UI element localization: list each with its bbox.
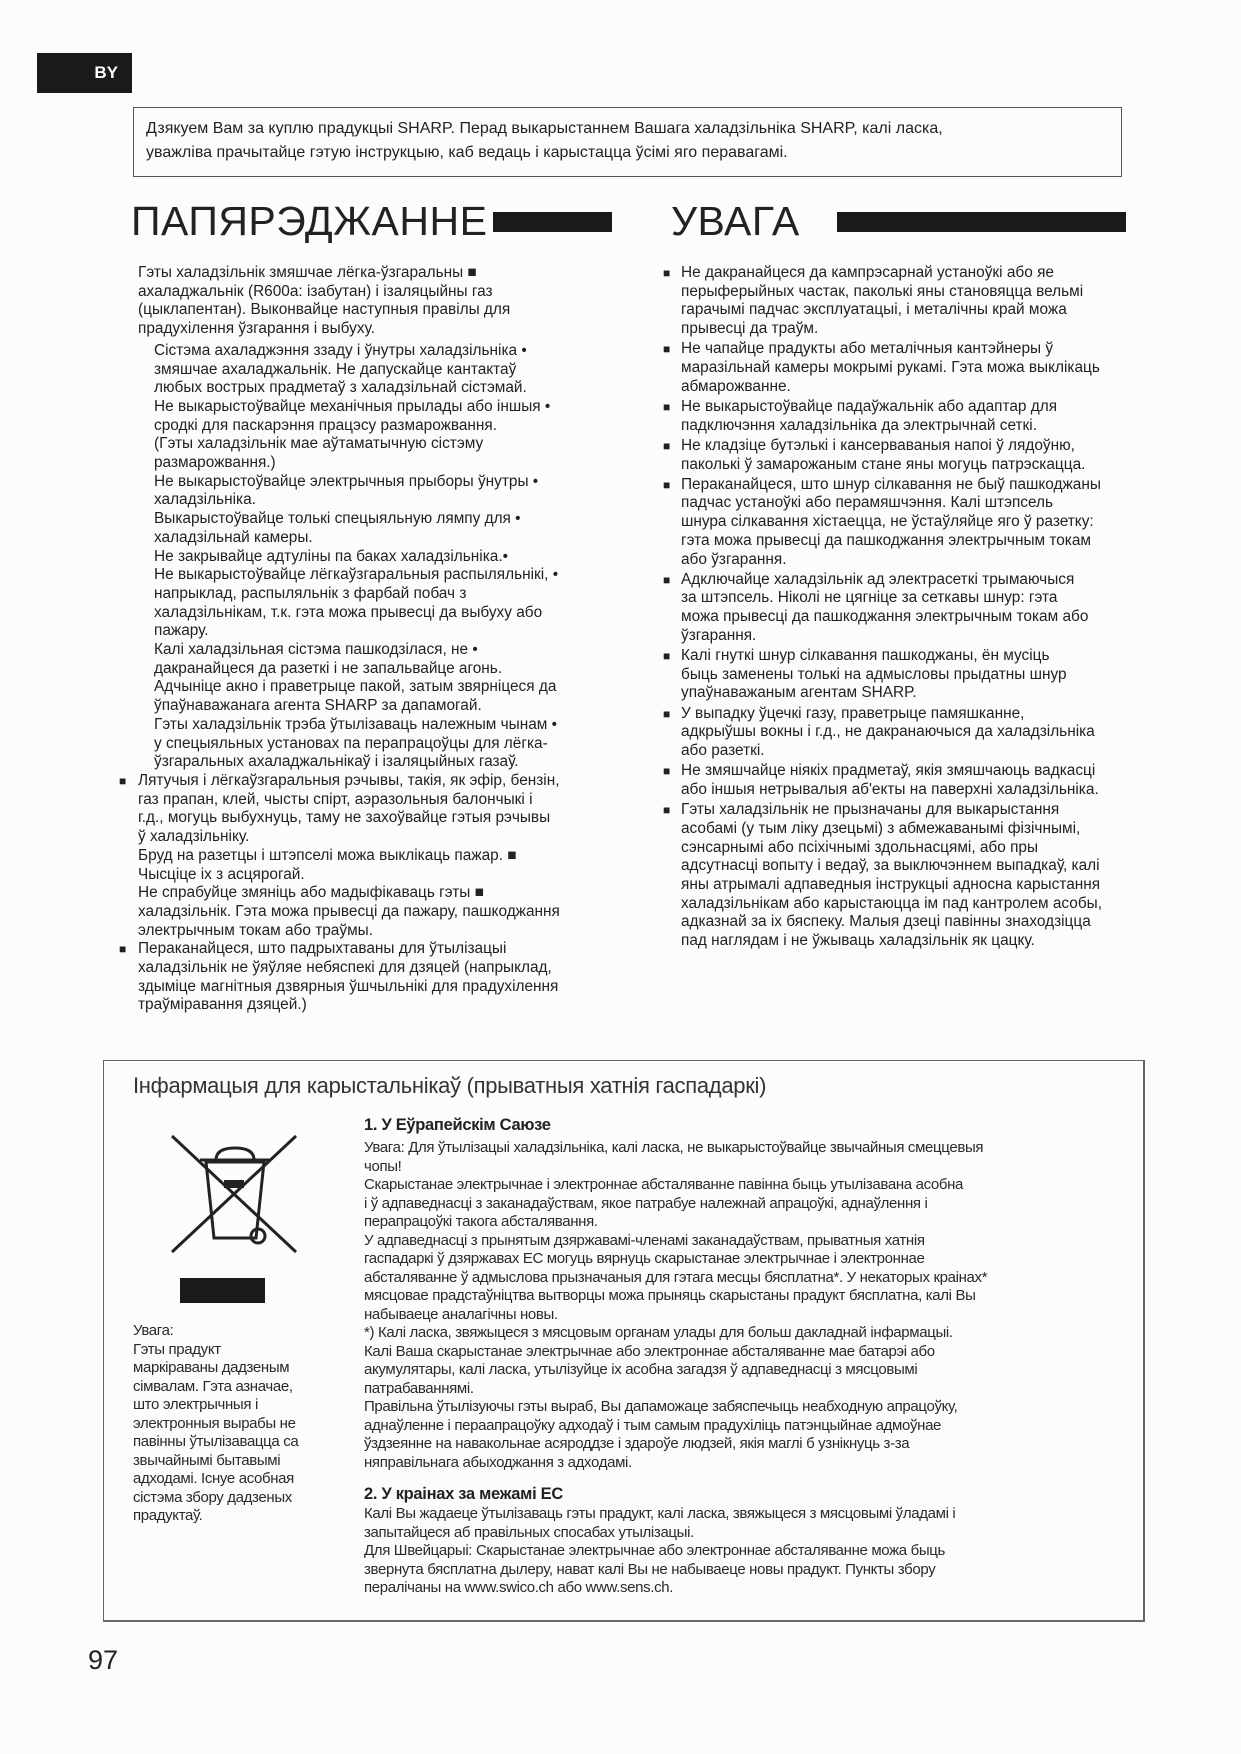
text-line: дакранайцеся да разеткі і не запальвайце агонь.: [154, 659, 503, 677]
square-bullet-icon: ■: [663, 764, 671, 779]
section-non-eu-text: [364, 1505, 1134, 1598]
text-line: або ўзгарання.: [681, 550, 787, 568]
warning-heading: ПАПЯРЭДЖАННЕ: [131, 198, 488, 244]
text-line: мясцовае прадстаўніцтва вытворцы можа прыняць скарыстаны прадукт бясплатна, калі Вы: [364, 1287, 976, 1304]
warning-column: [119, 264, 638, 1015]
text-line: асобамі (у тым ліку дзецьмі) з абмежаванымі фізічнымі,: [681, 819, 1081, 837]
square-bullet-icon: ■: [663, 477, 671, 492]
text-line: Скарыстанае электрычнае і электроннае абсталяванне павінна быць утылізавана асобна: [364, 1176, 964, 1193]
text-line: сімвалам. Гэта азначае,: [133, 1377, 293, 1395]
text-line: халадзільнік не ўяўляе небяспекі для дзяцей (напрыклад,: [138, 959, 552, 977]
heading-bar: [837, 212, 1126, 232]
text-line: ахаладжальнік (R600a: ізабутан) і ізаляцыйны газ: [138, 282, 493, 300]
text-line: Адчыніце акно і праветрыце пакой, затым звярніцеся да: [154, 678, 557, 696]
square-bullet-icon: ■: [663, 572, 671, 587]
text-line: адсутнасці вопыту і ведаў, за выключэннем выпадкаў, калі: [681, 857, 1100, 875]
intro-line: Дзякуем Вам за куплю прадукцыі SHARP. Перад выкарыстаннем Вашага халадзільніка SHARP, калі ласка,: [146, 120, 943, 137]
text-line: халадзільніка.: [154, 491, 256, 509]
text-line: Адключайце халадзільнік ад электрасеткі трымаючыся: [681, 570, 1075, 588]
text-line: пад наглядам і не ўжываць халадзільнік як цацку.: [681, 932, 1035, 950]
text-line: адкрыўшы вокны і г.д., не дакранаючыся да халадзільніка: [681, 723, 1095, 741]
text-line: Пераканайцеся, што шнур сілкавання не быў пашкоджаны: [681, 475, 1101, 493]
text-line: змяшчае ахаладжальнік. Не дапускайце кантактаў: [154, 360, 517, 378]
text-line: прывесці да траўм.: [681, 320, 819, 338]
marking-bar: [180, 1278, 265, 1303]
caution-bullet-item: [663, 571, 1183, 646]
text-line: быць заменены толькі на адмысловы прыдатны шнур: [681, 665, 1067, 683]
section-eu-text: [364, 1139, 1134, 1472]
square-bullet-icon: ■: [119, 773, 127, 788]
intro-box: [133, 107, 1122, 177]
caution-bullet-item: [663, 801, 1183, 951]
text-line: маркіраваны дадзеным: [133, 1359, 290, 1376]
warning-intro: [138, 264, 638, 339]
caution-bullet-item: [663, 762, 1183, 799]
text-line: патрабаваннямі.: [364, 1379, 474, 1397]
text-line: прадухілення ўзгарання і выбуху.: [138, 320, 375, 338]
text-line: Гэты прадукт: [133, 1340, 221, 1358]
section-non-eu-heading: 2. У краінах за межамі ЕС: [364, 1485, 563, 1503]
text-line: Калі гнуткі шнур сілкавання пашкоджаны, ён мусіць: [681, 647, 1050, 665]
text-line: Гэты халадзільнік трэба ўтылізаваць належным чынам •: [154, 715, 558, 733]
text-line: Правільна ўтылізуючы гэты выраб, Вы дапаможаце забяспечыць неабходную апрацоўку,: [364, 1398, 958, 1415]
text-line: абсталяванне ў адмыслова прызначаныя для гэтага месцы бясплатна*. У некаторых краінах*: [364, 1268, 988, 1286]
text-line: або разеткі.: [681, 742, 765, 760]
text-line: шнура сілкавання хістаецца, не ўстаўляйце яго ў разетку:: [681, 513, 1094, 531]
text-line: адходамі. Існуе асобная: [133, 1470, 294, 1487]
square-bullet-icon: ■: [663, 266, 671, 280]
text-line: яны атрымалі адпаведныя інструкцыі адносна карыстання: [681, 876, 1101, 893]
crossed-out-wheelie-bin-icon: [166, 1132, 302, 1256]
text-line: у спецыяльных установах па перапрацоўцы для лёгка-: [154, 734, 548, 752]
text-line: халадзільнік. Гэта можа прывесці да пажару, пашкоджання: [138, 902, 560, 920]
caution-bullet-item: [663, 647, 1183, 703]
text-line: Не кладзіце бутэлькі і кансерваваныя напоі ў лядоўню,: [681, 436, 1075, 454]
warning-sub-list: [138, 342, 638, 772]
text-line: прадуктаў.: [133, 1507, 203, 1524]
text-line: сродкі для паскарэння працэсу размарожвання.: [154, 416, 498, 434]
info-box-content: [364, 1114, 1134, 1598]
text-line: няправільнага абыходжання з адходамі.: [364, 1453, 632, 1471]
caution-heading: УВАГА: [671, 198, 800, 244]
text-line: Не выкарыстоўвайце механічныя прылады або іншыя •: [154, 397, 551, 415]
text-line: аднаўленне і пераапрацоўку адходаў і тым самым прадухіліць патэнцыйнае адмоўнае: [364, 1416, 942, 1434]
text-line: Не чапайце прадукты або металічныя кантэйнеры ў: [681, 340, 1054, 358]
square-bullet-icon: ■: [663, 649, 671, 664]
square-bullet-icon: ■: [663, 399, 671, 414]
text-line: Не выкарыстоўвайце электрычныя прыборы ўнутры •: [154, 472, 539, 490]
warning-bullet-list: [119, 771, 638, 1015]
text-line: Увага: Для ўтылізацыі халадзільніка, калі ласка, не выкарыстоўвайце звычайныя смеццевыя: [364, 1139, 984, 1156]
text-line: Не змяшчайце ніякіх прадметаў, якія змяшчаюць вадкасці: [681, 762, 1096, 780]
text-line: перапрацоўкі такога абсталявання.: [364, 1213, 598, 1230]
text-line: электрычным токам або траўмы.: [138, 921, 373, 939]
text-line: гэта можа прывесці да пашкоджання электрычным токам: [681, 531, 1092, 549]
text-line: Не спрабуйце змяніць або мадыфікаваць гэты ■: [138, 884, 484, 902]
text-line: Сістэма ахаладжэння ззаду і ўнутры халадзільніка •: [154, 341, 527, 359]
text-line: Гэты халадзільнік змяшчае лёгка-ўзгаральны ■: [138, 264, 477, 281]
square-bullet-icon: ■: [663, 342, 671, 357]
text-line: паколькі ў замарожаным стане яны могуць патрэскацца.: [681, 455, 1086, 473]
text-line: Чысціце іх з асцярогай.: [138, 865, 305, 883]
text-line: можа прывесці да пашкоджання электрычным токам або: [681, 608, 1089, 626]
intro-line: уважліва прачытайце гэтую інструкцыю, каб ведаць і карыстацца ўсімі яго перавагамі.: [146, 144, 788, 161]
text-line: звернута бясплатна дылеру, нават калі Вы не набываеце новы прадукт. Пункты збору: [364, 1560, 936, 1578]
square-bullet-icon: ■: [663, 803, 671, 818]
text-line: халадзільнікам, т.к. гэта можа прывесці да выбуху або: [154, 603, 543, 621]
text-line: упаўнаважаным агентам SHARP.: [681, 684, 917, 702]
text-line: акумулятары, калі ласка, утылізуйце іх асобна загадзя ў адпаведнасці з мясцовымі: [364, 1361, 918, 1378]
caution-bullet-item: [663, 437, 1183, 474]
text-line: Не выкарыстоўвайце лёгкаўзгаральныя распыляльнікі, •: [154, 566, 559, 584]
text-line: перыферыйных частак, паколькі яны становяцца вельмі: [681, 282, 1084, 300]
square-bullet-icon: ■: [663, 438, 671, 453]
text-line: маразільнай камеры мокрымі рукамі. Гэта можа выклікаць: [681, 359, 1100, 377]
caution-bullet-item: [663, 340, 1183, 396]
text-line: (Гэты халадзільнік мае аўтаматычную сістэму: [154, 435, 484, 453]
text-line: газ прапан, клей, чысты спірт, аэразольныя балончыкі і: [138, 790, 533, 808]
text-line: пералічаны на www.swico.ch або www.sens.ch.: [364, 1579, 674, 1596]
text-line: сістэма збору дадзеных: [133, 1488, 292, 1506]
text-line: Не дакранайцеся да кампрэсарнай устаноўкі або яе: [681, 264, 1054, 281]
text-line: Гэты халадзільнік не прызначаны для выкарыстання: [681, 801, 1060, 819]
text-line: г.д., могуць выбухнуць, таму не захоўвайце гэтыя рэчывы: [138, 809, 551, 827]
text-line: Бруд на разетцы і штэпселі можа выклікаць пажар. ■: [138, 846, 517, 864]
text-line: Калі Вы жадаеце ўтылізаваць гэты прадукт, калі ласка, звяжыцеся з мясцовымі ўладамі і: [364, 1505, 956, 1522]
section-eu-heading: 1. У Еўрапейскім Саюзе: [364, 1116, 551, 1134]
text-line: У выпадку ўцечкі газу, праветрыце памяшканне,: [681, 704, 1025, 722]
square-bullet-icon: ■: [663, 706, 671, 721]
text-line: што электрычныя і: [133, 1396, 258, 1413]
text-line: У адпаведнасці з прынятым дзяржавамі-членамі заканадаўствам, прыватныя хатнія: [364, 1231, 925, 1249]
text-line: здыміце магнітныя дзвярныя ўшчыльнікі для прадухілення: [138, 977, 559, 995]
page-number: 97: [88, 1645, 119, 1675]
text-line: ўзгаральных ахаладжальнікаў і ізаляцыйных газаў.: [154, 753, 519, 771]
text-line: напрыклад, распыляльнік з фарбай побач з: [154, 584, 467, 602]
text-line: Не закрывайце адтуліны па баках халадзільніка.•: [154, 547, 508, 565]
text-line: запытайцеся аб правільных спосабах утылізацыі.: [364, 1523, 694, 1541]
heading-bar: [493, 212, 612, 232]
text-line: звычайнымі бытавымі: [133, 1451, 281, 1469]
text-line: траўміравання дзяцей.): [138, 996, 307, 1014]
text-line: сэнсарнымі або псіхічнымі здольнасцямі, або пры: [681, 838, 1039, 856]
text-line: халадзільнай камеры.: [154, 528, 313, 546]
text-line: падключэння халадзільніка да электрычнай сеткі.: [681, 416, 1037, 434]
text-line: *) Калі ласка, звяжыцеся з мясцовым органам улады для больш дакладнай інфармацыі.: [364, 1324, 953, 1341]
text-line: Не выкарыстоўвайце падаўжальнік або адаптар для: [681, 397, 1058, 415]
caution-column: [663, 264, 1183, 952]
caution-bullet-item: [663, 705, 1183, 761]
text-line: падчас устаноўкі або перамяшчэння. Калі штэпсель: [681, 494, 1054, 512]
warning-bullet-item: [119, 940, 638, 1015]
text-line: адказнай за іх бяспеку. Малыя дзеці павінны знаходзіцца: [681, 913, 1091, 931]
text-line: халадзільнікам або карыстаюцца ім пад кантролем асобы,: [681, 894, 1103, 912]
text-line: ўпаўнаважанага агента SHARP за дапамогай.: [154, 697, 482, 715]
text-line: любых вострых прадметаў з халадзільнай сістэмай.: [154, 379, 527, 397]
text-line: абмарожванне.: [681, 377, 791, 395]
text-line: чопы!: [364, 1157, 402, 1175]
text-line: электронныя вырабы не: [133, 1414, 296, 1432]
text-line: Для Швейцарыі: Скарыстанае электрычнае або электроннае абсталяванне можа быць: [364, 1542, 945, 1559]
text-line: Увага:: [133, 1322, 174, 1339]
square-bullet-icon: ■: [119, 942, 127, 957]
text-line: павінны ўтылізавацца са: [133, 1433, 299, 1450]
text-line: размарожвання.): [154, 454, 276, 472]
text-line: ў халадзільніку.: [138, 828, 250, 846]
text-line: за штэпсель. Ніколі не цягніце за сеткавы шнур: гэта: [681, 589, 1058, 607]
text-line: або іншыя нетрывалыя аб'екты на паверхні халадзільніка.: [681, 780, 1099, 798]
text-line: Калі халадзільная сістэма пашкодзілася, не •: [154, 641, 478, 659]
text-line: Лятучыя і лёгкаўзгаральныя рэчывы, такія, як эфір, бензін,: [138, 771, 560, 789]
text-line: Выкарыстоўвайце толькі спецыяльную лямпу для •: [154, 510, 521, 528]
caution-bullet-item: [663, 398, 1183, 435]
text-line: ўздзеянне на навакольнае асяроддзе і здароўе людзей, якія маглі б узнікнуць з-за: [364, 1435, 910, 1452]
warning-bullet-item: [119, 771, 638, 940]
info-side-note: [133, 1322, 333, 1526]
text-line: пажару.: [154, 622, 209, 640]
text-line: Калі Ваша скарыстанае электрычнае або электроннае абсталяванне мае батарэі або: [364, 1342, 935, 1360]
caution-bullet-item: [663, 264, 1183, 339]
info-box-title: Інфармацыя для карыстальнікаў (прыватныя хатнія гаспадаркі): [133, 1073, 767, 1098]
language-tab: [37, 53, 132, 93]
text-line: гаспадаркі ў дзяржавах ЕС могуць вярнуць скарыстанае электрычнае і электроннае: [364, 1250, 925, 1267]
text-line: ўзгарання.: [681, 626, 757, 644]
language-code: BY: [94, 63, 118, 82]
text-line: (цыклапентан). Выконвайце наступныя правілы для: [138, 301, 511, 319]
text-line: Пераканайцеся, што падрыхтаваны для ўтылізацыі: [138, 940, 507, 958]
text-line: набываеце аналагічны новы.: [364, 1305, 558, 1323]
caution-bullet-item: [663, 476, 1183, 570]
text-line: і ў адпаведнасці з заканадаўствам, якое патрабуе належнай апрацоўкі, аднаўлення і: [364, 1194, 928, 1212]
text-line: гарачымі падчас эксплуатацыі, і металічны край можа: [681, 301, 1067, 319]
